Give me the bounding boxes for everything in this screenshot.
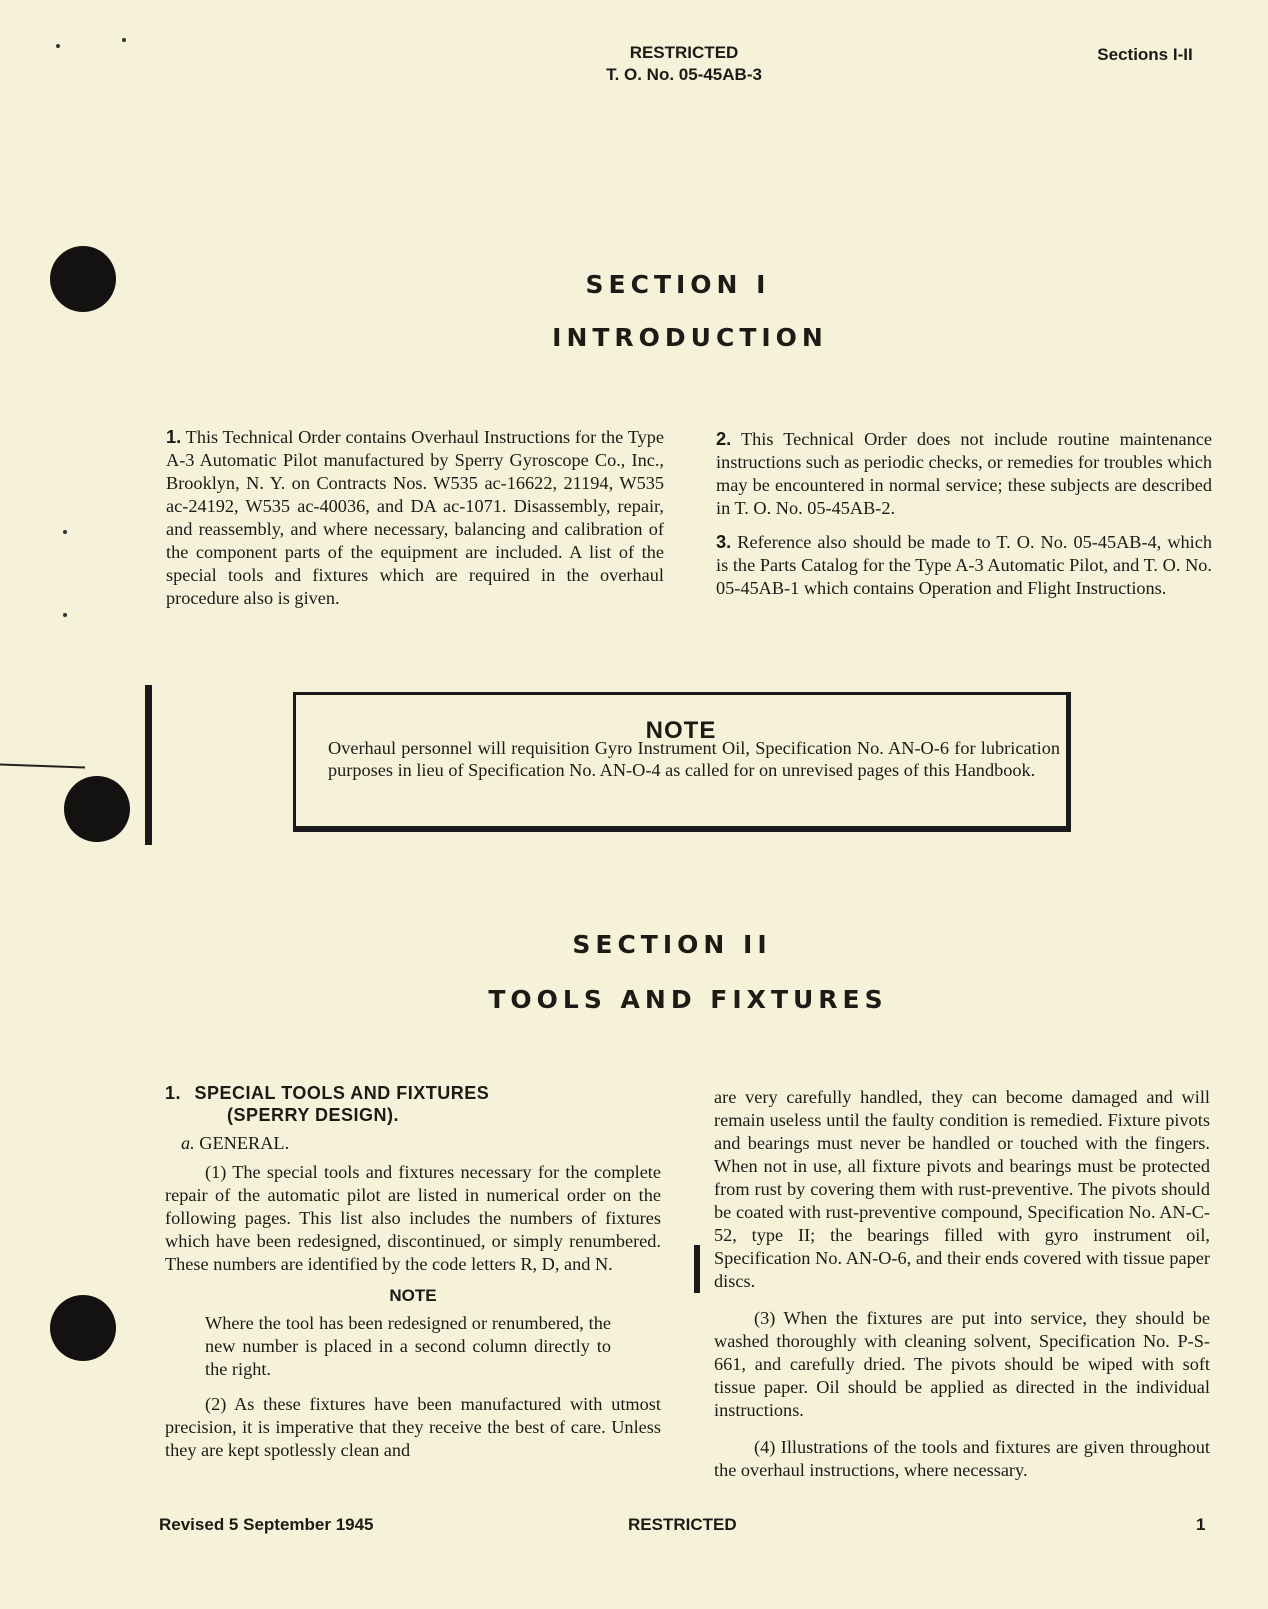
paragraph-1-2: (2) As these fixtures have been manufactured with utmost precision, it is imperative that they receive the best of care. Unless they are kept spotlessly clean and — [165, 1394, 661, 1460]
revision-bar-note — [145, 685, 152, 845]
paragraph-3 — [716, 530, 1212, 600]
section-2-label: SECTION II — [572, 930, 772, 959]
sub-heading-general — [165, 1132, 661, 1155]
note-title: NOTE — [645, 717, 717, 744]
header-tech-order: T. O. No. 05-45AB-3 — [606, 65, 762, 84]
paragraph-number: 1. — [166, 426, 182, 447]
heading-line-2: (SPERRY DESIGN). — [227, 1105, 400, 1125]
paragraph-1 — [166, 425, 664, 610]
paragraph-number: 2. — [716, 428, 732, 449]
scan-speck — [122, 38, 126, 42]
scan-speck — [63, 530, 67, 534]
footer-revised-date: Revised 5 September 1945 — [159, 1515, 374, 1534]
paragraph-1-4: (4) Illustrations of the tools and fixtures are given throughout the overhaul instructions, where necessary. — [714, 1437, 1210, 1480]
binder-hole-middle — [64, 776, 130, 842]
page-header — [534, 42, 834, 86]
header-classification: RESTRICTED — [629, 43, 739, 62]
paragraph-number: 3. — [716, 531, 732, 552]
paragraph-1-2-continued: are very carefully handled, they can become damaged and will remain useless until the faulty condition is remedied. Fixture pivots and bearings must never be handled or touched with the fingers. When not in use, all fixture pivots and bearings must be protected from rust by covering them with rust-preventive. The pivots should be coated with rust-preventive compound, Specification No. AN-C-52, type II; the bearings filled with gyro instrument oil, Specification No. AN-O-6, and their ends covered with tissue paper discs. — [714, 1087, 1210, 1291]
note-text: Overhaul personnel will requisition Gyro Instrument Oil, Specification No. AN-O-6 for lubrication purposes in lieu of Specification No. AN-O-4 as called for on unrevised pages of this Handbook. — [328, 738, 1060, 780]
page-number: 1 — [1196, 1515, 1206, 1534]
header-sections: Sections I-II — [1097, 45, 1193, 64]
paragraph-2 — [716, 427, 1212, 520]
paragraph-1-1: (1) The special tools and fixtures necessary for the complete repair of the automatic pilot are listed in numerical order on the following pages. This list also includes the numbers of fixtures which have been redesigned, discontinued, or simply renumbered. These numbers are identified by the code letters R, D, and N. — [165, 1162, 661, 1274]
heading-number: 1. — [165, 1083, 182, 1103]
note-box — [293, 692, 1071, 832]
binder-hole-top — [50, 246, 116, 312]
sub-letter: a. — [181, 1133, 195, 1153]
sub-title: GENERAL. — [199, 1133, 290, 1153]
scan-speck — [63, 613, 67, 617]
paragraph-text: This Technical Order does not include routine maintenance instructions such as periodic checks, or remedies for troubles which may be encountered in normal service; these subjects are described in T. O. No. 05-45AB-2. — [716, 429, 1212, 518]
revision-bar-paragraph — [694, 1245, 700, 1293]
scan-speck — [56, 44, 60, 48]
section-1-left-column — [166, 425, 664, 610]
section-1-title: INTRODUCTION — [552, 323, 828, 352]
section-2-title: TOOLS AND FIXTURES — [488, 985, 888, 1014]
binder-hole-bottom — [50, 1295, 116, 1361]
paragraph-text: Reference also should be made to T. O. No. 05-45AB-4, which is the Parts Catalog for the Type A-3 Automatic Pilot, and T. O. No. 05-45AB-1 which contains Operation and Flight Instructions. — [716, 532, 1212, 598]
section-1-label: SECTION I — [585, 270, 771, 299]
inline-note-title: NOTE — [389, 1286, 437, 1305]
footer-classification: RESTRICTED — [628, 1515, 737, 1534]
section-2-right-column — [714, 1086, 1210, 1482]
subsection-heading — [165, 1082, 661, 1104]
inline-note-text: Where the tool has been redesigned or renumbered, the new number is placed in a second column directly to the right. — [205, 1313, 611, 1379]
section-1-right-column — [716, 427, 1212, 600]
paragraph-1-3: (3) When the fixtures are put into service, they should be washed thoroughly with cleaning solvent, Specification No. P-S-661, and carefully dried. The pivots should be wiped with soft tissue paper. Oil should be applied as directed in the individual instructions. — [714, 1308, 1210, 1420]
binding-thread — [0, 764, 85, 769]
paragraph-text: This Technical Order contains Overhaul Instructions for the Type A-3 Automatic Pilot manufactured by Sperry Gyroscope Co., Inc., Brooklyn, N. Y. on Contracts Nos. W535 ac-16622, 21194, W535 ac-24192, W535 ac-40036, and DA ac-1071. Disassembly, repair, and reassembly, and where necessary, balancing and calibration of the component parts of the equipment are included. A list of the special tools and fixtures which are required in the overhaul procedure also is given. — [166, 427, 664, 608]
section-2-left-column — [165, 1082, 661, 1462]
heading-line-1: SPECIAL TOOLS AND FIXTURES — [194, 1083, 490, 1103]
